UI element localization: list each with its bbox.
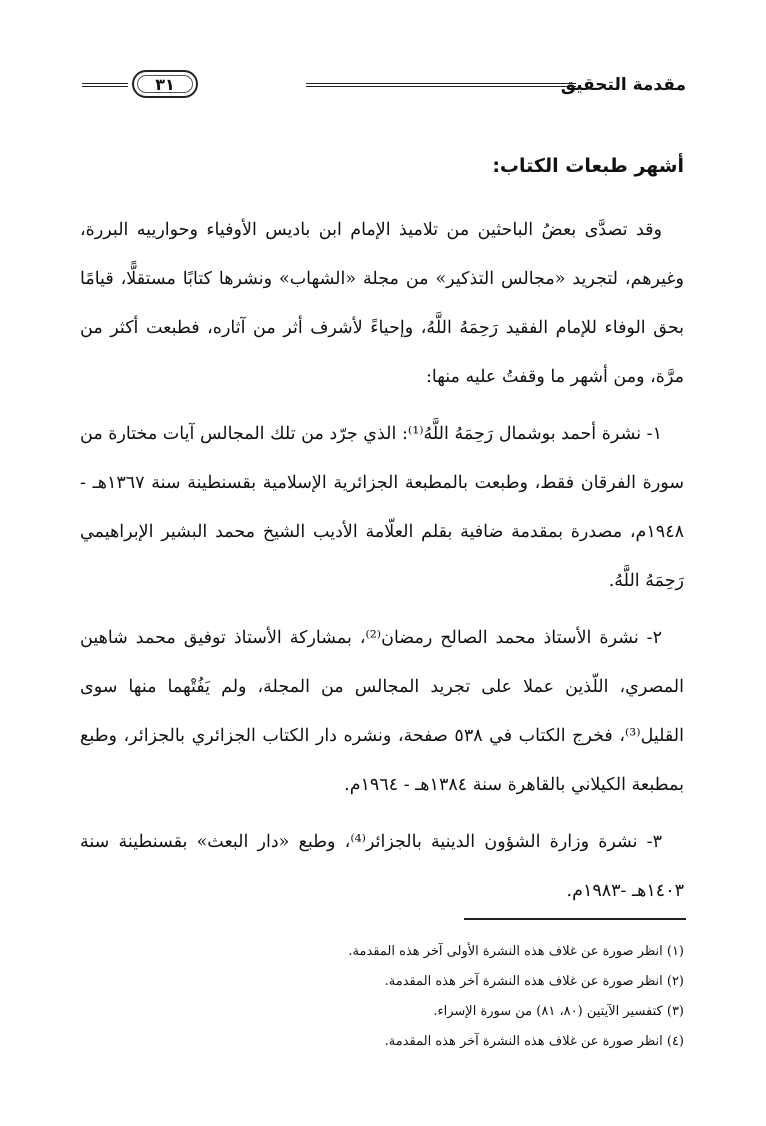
page-number-frame (132, 70, 198, 98)
footnote-3: (٣) كتفسير الآيتين (٨٠، ٨١) من سورة الإسراء. (433, 1004, 684, 1019)
header-title: مقدمة التحقيق (560, 75, 686, 95)
footnote-separator (464, 918, 686, 920)
body-text (80, 206, 684, 916)
paragraph-edition-2: ٢- نشرة الأستاذ محمد الصالح رمضان⁽²⁾، بمشاركة الأستاذ توفيق محمد شاهين المصري، اللّذين عملا على تجريد المجالس من المجلة، ولم يَفُتْهما منها سوى القليل⁽³⁾، فخرج الكتاب في ٥٣٨ صفحة، ونشره دار الكتاب الجزائري بالجزائر، وطبع بمطبعة الكيلاني بالقاهرة سنة ١٣٨٤هـ - ١٩٦٤م. (80, 628, 684, 795)
footnotes (80, 937, 684, 1057)
section-heading: أشهر طبعات الكتاب: (492, 155, 684, 177)
running-header (82, 70, 686, 102)
header-rule-left (82, 83, 128, 87)
footnote-4: (٤) انظر صورة عن غلاف هذه النشرة آخر هذه المقدمة. (384, 1034, 684, 1049)
paragraph-intro: وقد تصدَّى بعضُ الباحثين من تلاميذ الإمام ابن باديس الأوفياء وحوارييه البررة، وغيرهم، لتجريد «مجالس التذكير» من مجلة «الشهاب» ونشرها كتابًا مستقلًّا، قيامًا بحق الوفاء للإمام الفقيد رَحِمَهُ اللَّهُ، وإحياءً لأشرف أثر من آثاره، فطبعت أكثر من مرَّة، ومن أشهر ما وقفتُ عليه منها: (80, 220, 684, 387)
header-rule-right (306, 83, 576, 87)
footnote-1: (١) انظر صورة عن غلاف هذه النشرة الأولى آخر هذه المقدمة. (348, 944, 684, 959)
page-number: ٣١ (155, 74, 175, 94)
paragraph-edition-3: ٣- نشرة وزارة الشؤون الدينية بالجزائر⁽⁴⁾، وطبع «دار البعث» بقسنطينة سنة ١٤٠٣هـ -١٩٨٣م. (80, 832, 684, 901)
footnote-2: (٢) انظر صورة عن غلاف هذه النشرة آخر هذه المقدمة. (384, 974, 684, 989)
paragraph-edition-1: ١- نشرة أحمد بوشمال رَحِمَهُ اللَّهُ⁽¹⁾: الذي جرّد من تلك المجالس آيات مختارة من سورة الفرقان فقط، وطبعت بالمطبعة الجزائرية الإسلامية بقسنطينة سنة ١٣٦٧هـ - ١٩٤٨م، مصدرة بمقدمة ضافية بقلم العلّامة الأديب الشيخ محمد البشير الإبراهيمي رَحِمَهُ اللَّهُ. (80, 424, 684, 591)
